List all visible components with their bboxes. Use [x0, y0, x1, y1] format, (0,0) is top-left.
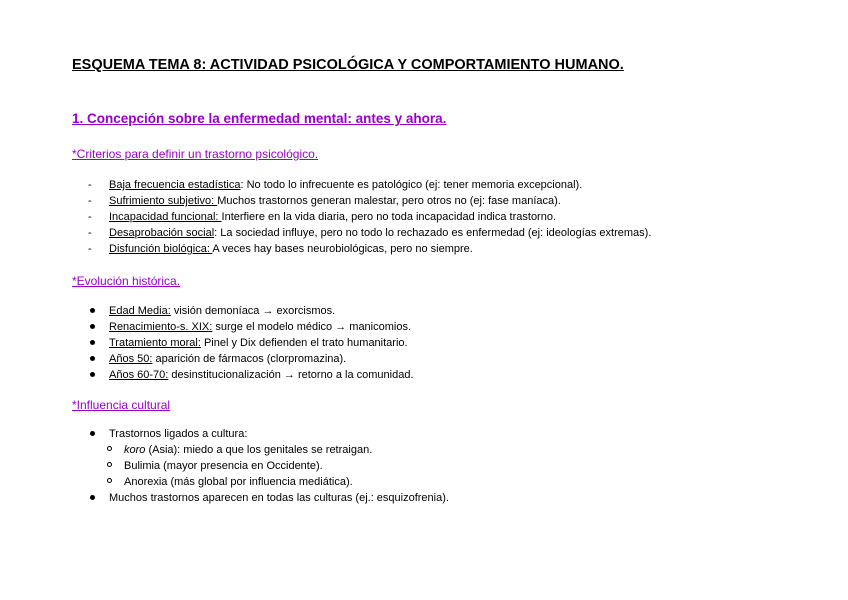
item-text: Muchos trastornos generan malestar, pero otros no (ej: fase maníaca).	[217, 195, 561, 207]
list-item	[88, 225, 651, 241]
list-item	[88, 426, 449, 442]
item-label: Edad Media:	[109, 305, 171, 317]
sub-list-item	[88, 442, 449, 458]
item-text: A veces hay bases neurobiológicas, pero no siempre.	[212, 243, 473, 255]
bullet-icon	[88, 426, 100, 442]
section-1-heading: 1. Concepción sobre la enfermedad mental: antes y ahora.	[72, 111, 447, 126]
item-label: Años 60-70:	[109, 369, 169, 381]
evolucion-heading: *Evolución histórica.	[72, 274, 181, 288]
list-item	[88, 490, 449, 506]
list-item	[88, 209, 651, 225]
item-text: surge el modelo médico → manicomios.	[212, 321, 412, 333]
bullet-icon	[88, 490, 100, 506]
list-item	[88, 319, 414, 335]
item-text: desinstitucionalización → retorno a la comunidad.	[168, 369, 414, 381]
influencia-list	[88, 426, 449, 506]
dash-marker: -	[88, 179, 92, 191]
bullet-icon	[88, 351, 100, 367]
circle-bullet-icon	[107, 442, 119, 458]
list-item	[88, 241, 651, 257]
item-text: Bulimia (mayor presencia en Occidente).	[124, 460, 323, 472]
evolucion-list	[88, 303, 414, 383]
sub-list	[88, 442, 449, 490]
item-label: Sufrimiento subjetivo:	[109, 195, 218, 207]
list-item	[88, 335, 414, 351]
item-text: (Asia): miedo a que los genitales se retraigan.	[145, 444, 373, 456]
item-text: Muchos trastornos aparecen en todas las culturas (ej.: esquizofrenia).	[109, 492, 449, 504]
item-label: Baja frecuencia estadística	[109, 179, 241, 191]
item-text: : No todo lo infrecuente es patológico (ej: tener memoria excepcional).	[240, 179, 583, 191]
sub-list-item	[88, 458, 449, 474]
bullet-icon	[88, 367, 100, 383]
item-label: Renacimiento-s. XIX:	[109, 321, 213, 333]
item-label: Tratamiento moral:	[109, 337, 201, 349]
item-text: Interfiere en la vida diaria, pero no toda incapacidad indica trastorno.	[221, 211, 557, 223]
bullet-icon	[88, 303, 100, 319]
list-item	[88, 303, 414, 319]
item-text: Trastornos ligados a cultura:	[109, 428, 248, 440]
circle-bullet-icon	[107, 458, 119, 474]
list-item	[88, 351, 414, 367]
criterios-heading: *Criterios para definir un trastorno psicológico.	[72, 147, 319, 161]
list-item	[88, 367, 414, 383]
document-title: ESQUEMA TEMA 8: ACTIVIDAD PSICOLÓGICA Y COMPORTAMIENTO HUMANO.	[72, 57, 624, 73]
item-text: Pinel y Dix defienden el trato humanitario.	[200, 337, 408, 349]
criterios-list	[88, 177, 651, 257]
list-item	[88, 193, 651, 209]
sub-list-container	[88, 442, 449, 490]
item-text: : La sociedad influye, pero no todo lo rechazado es enfermedad (ej: ideologías extremas).	[214, 227, 652, 239]
item-label: Disfunción biológica:	[109, 243, 213, 255]
bullet-icon	[88, 319, 100, 335]
list-item	[88, 177, 651, 193]
item-label: Incapacidad funcional:	[109, 211, 222, 223]
dash-marker: -	[88, 243, 92, 255]
item-text: visión demoníaca → exorcismos.	[170, 305, 336, 317]
bullet-icon	[88, 335, 100, 351]
dash-marker: -	[88, 227, 92, 239]
item-text: aparición de fármacos (clorpromazina).	[152, 353, 347, 365]
item-text: Anorexia (más global por influencia mediática).	[124, 476, 353, 488]
item-label: Años 50:	[109, 353, 153, 365]
item-label: Desaprobación social	[109, 227, 215, 239]
circle-bullet-icon	[107, 474, 119, 490]
dash-marker: -	[88, 195, 92, 207]
item-italic: koro	[124, 444, 146, 456]
sub-list-item	[88, 474, 449, 490]
influencia-heading: *Influencia cultural	[72, 398, 171, 412]
dash-marker: -	[88, 211, 92, 223]
